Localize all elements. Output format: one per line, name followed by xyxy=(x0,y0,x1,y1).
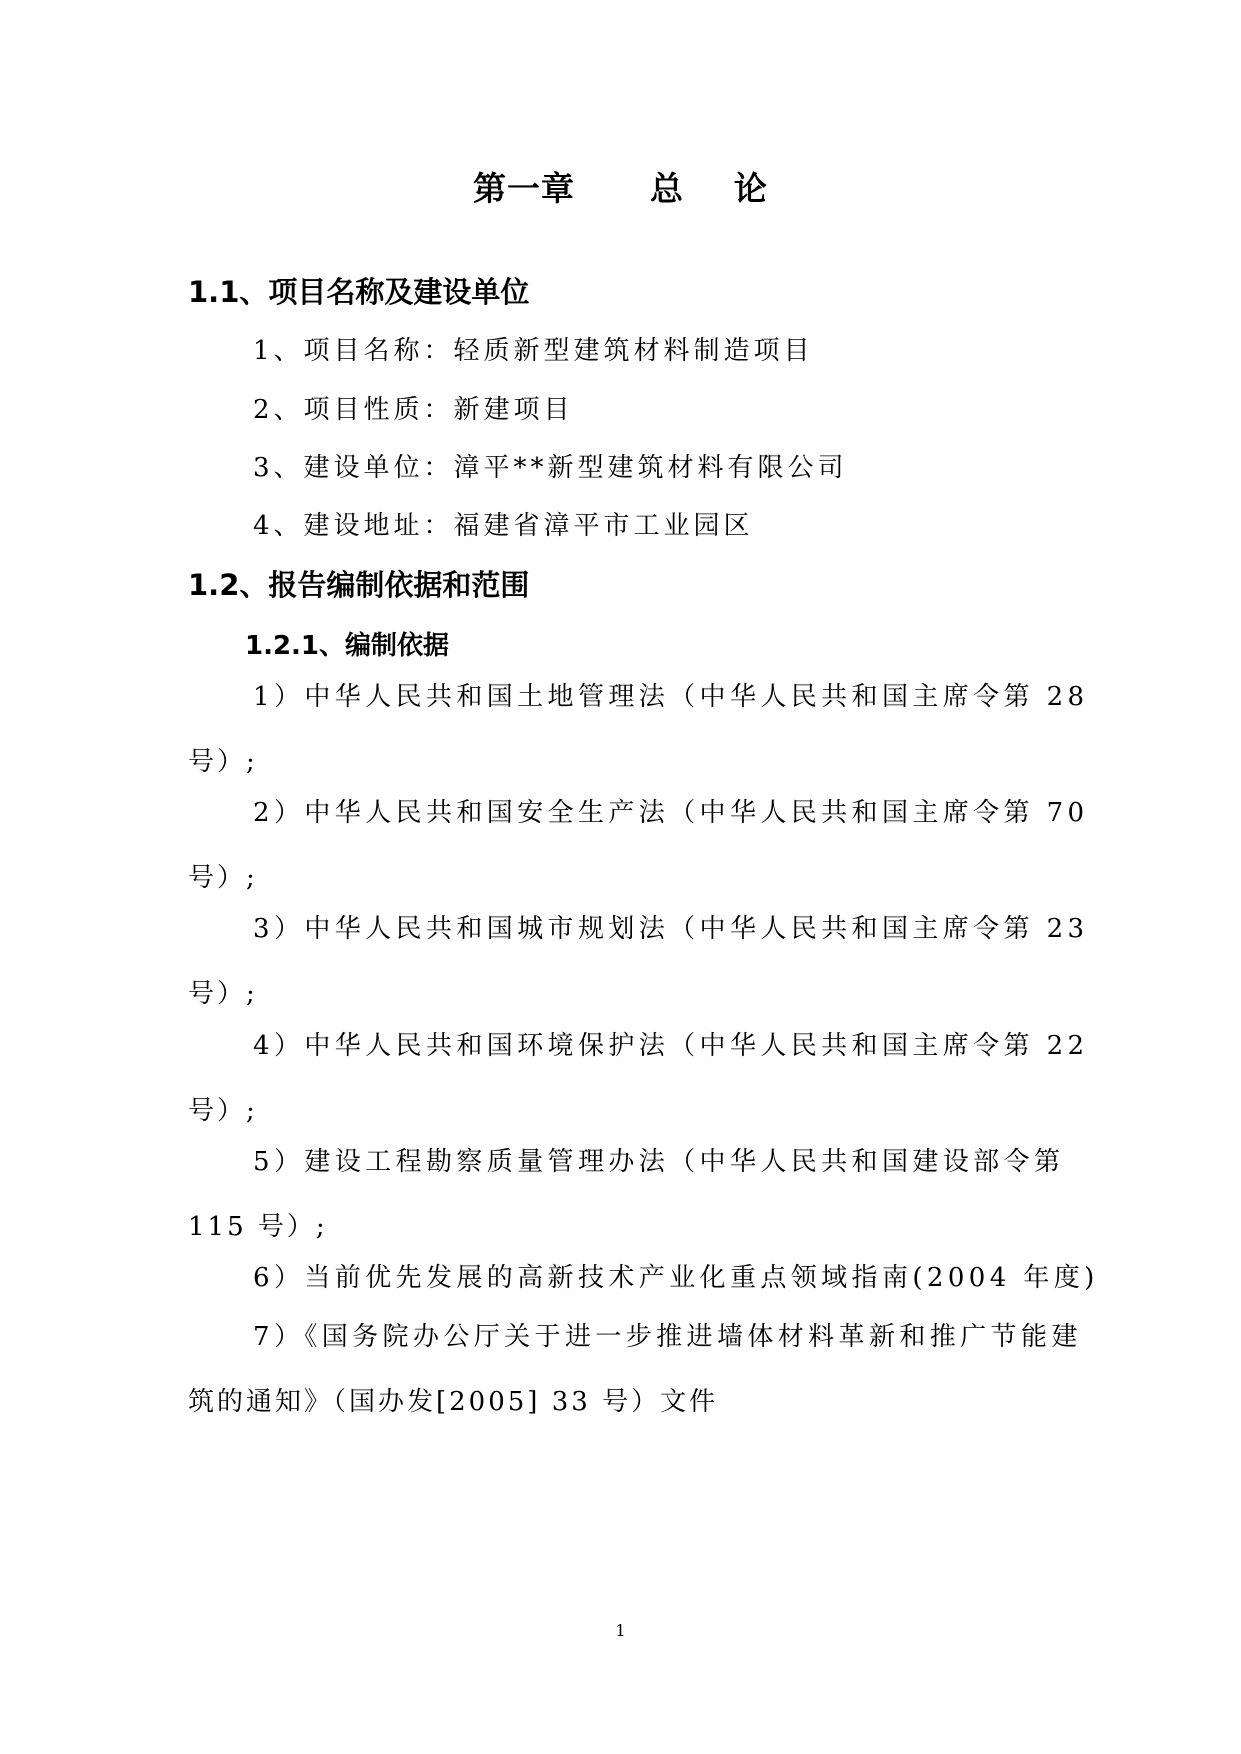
section-heading-1-1: 1.1、项目名称及建设单位 xyxy=(188,275,530,309)
paragraph-line: 6）当前优先发展的高新技术产业化重点领域指南(2004 年度) xyxy=(253,1263,1099,1293)
basis-paragraph-3 xyxy=(188,914,1089,1009)
subsection-heading-1-2-1: 1.2.1、编制依据 xyxy=(245,631,450,661)
paragraph-line: 号）; xyxy=(188,863,258,893)
basis-paragraph-2 xyxy=(188,798,1089,893)
basis-paragraph-7 xyxy=(188,1322,1082,1417)
project-item-name: 1、项目名称：轻质新型建筑材料制造项目 xyxy=(253,336,814,366)
paragraph-line: 筑的通知》（国办发[2005] 33 号）文件 xyxy=(188,1387,719,1417)
paragraph-line: 4）中华人民共和国环境保护法（中华人民共和国主席令第 22 xyxy=(253,1031,1089,1061)
paragraph-line: 号）; xyxy=(188,979,258,1009)
paragraph-line: 1）中华人民共和国土地管理法（中华人民共和国主席令第 28 xyxy=(253,682,1089,712)
paragraph-line: 7）《国务院办公厅关于进一步推进墙体材料革新和推广节能建 xyxy=(253,1322,1082,1352)
project-item-address: 4、建设地址：福建省漳平市工业园区 xyxy=(253,511,754,541)
paragraph-line: 2）中华人民共和国安全生产法（中华人民共和国主席令第 70 xyxy=(253,798,1089,828)
paragraph-line: 号）; xyxy=(188,1096,258,1126)
project-item-builder: 3、建设单位：漳平**新型建筑材料有限公司 xyxy=(253,453,848,483)
paragraph-line: 3）中华人民共和国城市规划法（中华人民共和国主席令第 23 xyxy=(253,914,1089,944)
project-item-nature: 2、项目性质：新建项目 xyxy=(253,395,574,425)
chapter-title: 第一章 总 论 xyxy=(473,169,768,208)
basis-paragraph-4 xyxy=(188,1031,1089,1126)
paragraph-line: 号）; xyxy=(188,747,258,777)
basis-paragraph-1 xyxy=(188,682,1089,777)
basis-paragraph-5 xyxy=(188,1147,1065,1242)
basis-paragraph-6 xyxy=(188,1263,1099,1293)
paragraph-line: 5）建设工程勘察质量管理办法（中华人民共和国建设部令第 xyxy=(253,1147,1065,1177)
page-number: 1 xyxy=(615,1621,626,1640)
section-heading-1-2: 1.2、报告编制依据和范围 xyxy=(188,568,530,602)
paragraph-line: 115 号）; xyxy=(188,1212,328,1242)
